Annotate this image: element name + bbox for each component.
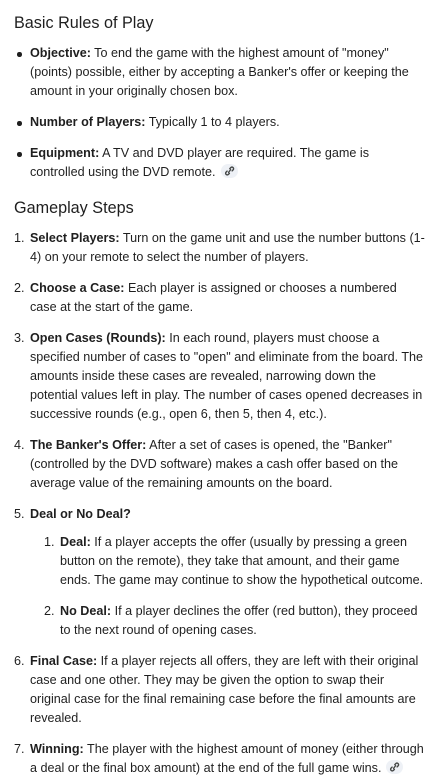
- item-number: 6.: [14, 654, 25, 668]
- item-number: 4.: [14, 438, 25, 452]
- sub-item-deal: [44, 533, 426, 590]
- list-item-number-of-players: [14, 113, 426, 132]
- item-label: Select Players:: [30, 231, 120, 245]
- item-text: Typically 1 to 4 players.: [145, 115, 280, 129]
- item-number: 3.: [14, 331, 25, 345]
- item-number: 2.: [44, 604, 55, 618]
- basic-rules-list: [14, 44, 426, 182]
- list-item-choose-case: [14, 279, 426, 317]
- list-item-select-players: [14, 229, 426, 267]
- item-label: Winning:: [30, 742, 84, 756]
- item-text: If a player rejects all offers, they are left with their original case and one other. They may be given the option to swap their original case for the final remaining case before the final amounts are revealed.: [30, 654, 419, 725]
- source-link-chip[interactable]: [221, 164, 238, 178]
- list-item-objective: [14, 44, 426, 101]
- item-text: To end the game with the highest amount of "money" (points) possible, either by accepting a Banker's offer or keeping the amount in your originally chosen box.: [30, 46, 409, 98]
- heading-gameplay-steps: Gameplay Steps: [14, 199, 134, 217]
- list-item-bankers-offer: [14, 436, 426, 493]
- item-label: The Banker's Offer:: [30, 438, 147, 452]
- item-label: Deal or No Deal?: [30, 507, 131, 521]
- deal-options-list: [30, 533, 426, 640]
- item-text: Each player is assigned or chooses a numbered case at the start of the game.: [30, 281, 397, 314]
- item-label: Number of Players:: [30, 115, 146, 129]
- item-number: 5.: [14, 507, 25, 521]
- list-item-winning: [14, 740, 426, 778]
- item-label: Deal:: [60, 535, 91, 549]
- item-text: After a set of cases is opened, the "Banker" (controlled by the DVD software) makes a cash offer based on the average value of the remaining amounts on the board.: [30, 438, 398, 490]
- item-label: Choose a Case:: [30, 281, 125, 295]
- link-icon: [389, 762, 400, 772]
- item-number: 2.: [14, 281, 25, 295]
- item-text: In each round, players must choose a specified number of cases to "open" and eliminate from the board. The amounts inside these cases are revealed, narrowing down the potential values left in play. The number of cases opened decreases in successive rounds (e.g., open 6, then 5, then 4, etc.).: [30, 331, 424, 421]
- item-text: A TV and DVD player are required. The game is controlled using the DVD remote.: [30, 146, 370, 179]
- item-label: Final Case:: [30, 654, 98, 668]
- list-item-equipment: [14, 144, 426, 182]
- item-label: No Deal:: [60, 604, 112, 618]
- link-icon: [224, 166, 235, 176]
- item-text: If a player accepts the offer (usually by pressing a green button on the remote), they take that amount, and their game ends. The game may continue to show the hypothetical outcome.: [60, 535, 424, 587]
- heading-basic-rules: Basic Rules of Play: [14, 14, 154, 32]
- item-text: The player with the highest amount of money (either through a deal or the final box amount) at the end of the full game wins.: [30, 742, 424, 775]
- sub-item-no-deal: [44, 602, 426, 640]
- item-text: Turn on the game unit and use the number buttons (1-4) on your remote to select the number of players.: [30, 231, 425, 264]
- list-item-open-cases: [14, 329, 426, 424]
- item-number: 1.: [44, 535, 55, 549]
- item-number: 7.: [14, 742, 25, 756]
- source-link-chip[interactable]: [386, 760, 403, 774]
- item-text: If a player declines the offer (red button), they proceed to the next round of opening cases.: [60, 604, 418, 637]
- item-number: 1.: [14, 231, 25, 245]
- item-label: Objective:: [30, 46, 91, 60]
- list-item-deal-or-no-deal: [14, 505, 426, 640]
- item-label: Equipment:: [30, 146, 100, 160]
- gameplay-steps-list: [14, 229, 426, 778]
- list-item-final-case: [14, 652, 426, 728]
- item-label: Open Cases (Rounds):: [30, 331, 166, 345]
